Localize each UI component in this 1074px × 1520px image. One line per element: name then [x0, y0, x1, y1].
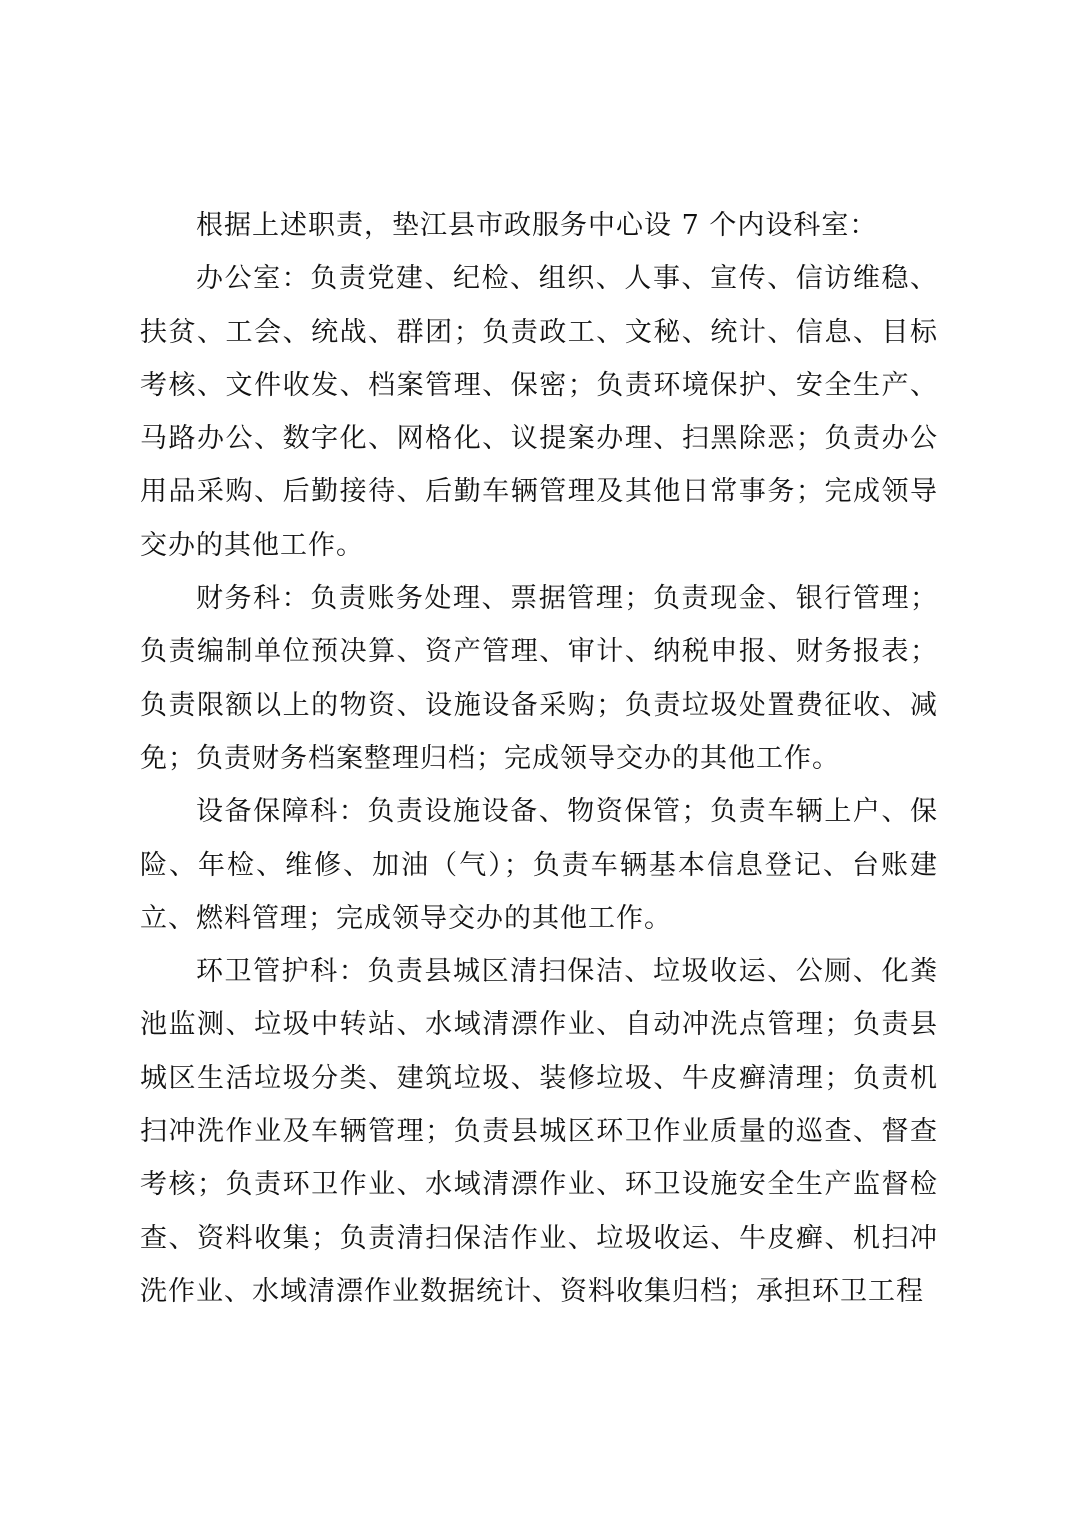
sanitation-paragraph: 环卫管护科：负责县城区清扫保洁、垃圾收运、公厕、化粪池监测、垃圾中转站、水域清漂作业、自动冲洗点管理；负责县城区生活垃圾分类、建筑垃圾、装修垃圾、牛皮癣清理；负责机扫冲洗作业及车辆管理；负责县城区环卫作业质量的巡查、督查考核；负责环卫作业、水域清漂作业、环卫设施安全生产监督检查、资料收集；负责清扫保洁作业、垃圾收运、牛皮癣、机扫冲洗作业、水域清漂作业数据统计、资料收集归档；承担环卫工程 — [140, 956, 938, 1307]
document-body — [140, 199, 938, 1318]
intro-paragraph: 根据上述职责，垫江县市政服务中心设 7 个内设科室： — [196, 210, 878, 241]
finance-paragraph: 财务科：负责账务处理、票据管理；负责现金、银行管理；负责编制单位预决算、资产管理、审计、纳税申报、财务报表；负责限额以上的物资、设施设备采购；负责垃圾处置费征收、减免；负责财务档案整理归档；完成领导交办的其他工作。 — [140, 583, 938, 774]
office-paragraph: 办公室：负责党建、纪检、组织、人事、宣传、信访维稳、扶贫、工会、统战、群团；负责政工、文秘、统计、信息、目标考核、文件收发、档案管理、保密；负责环境保护、安全生产、马路办公、数字化、网格化、议提案办理、扫黑除恶；负责办公用品采购、后勤接待、后勤车辆管理及其他日常事务；完成领导交办的其他工作。 — [140, 263, 938, 561]
equipment-paragraph: 设备保障科：负责设施设备、物资保管；负责车辆上户、保险、年检、维修、加油（气）；负责车辆基本信息登记、台账建立、燃料管理；完成领导交办的其他工作。 — [140, 796, 938, 934]
